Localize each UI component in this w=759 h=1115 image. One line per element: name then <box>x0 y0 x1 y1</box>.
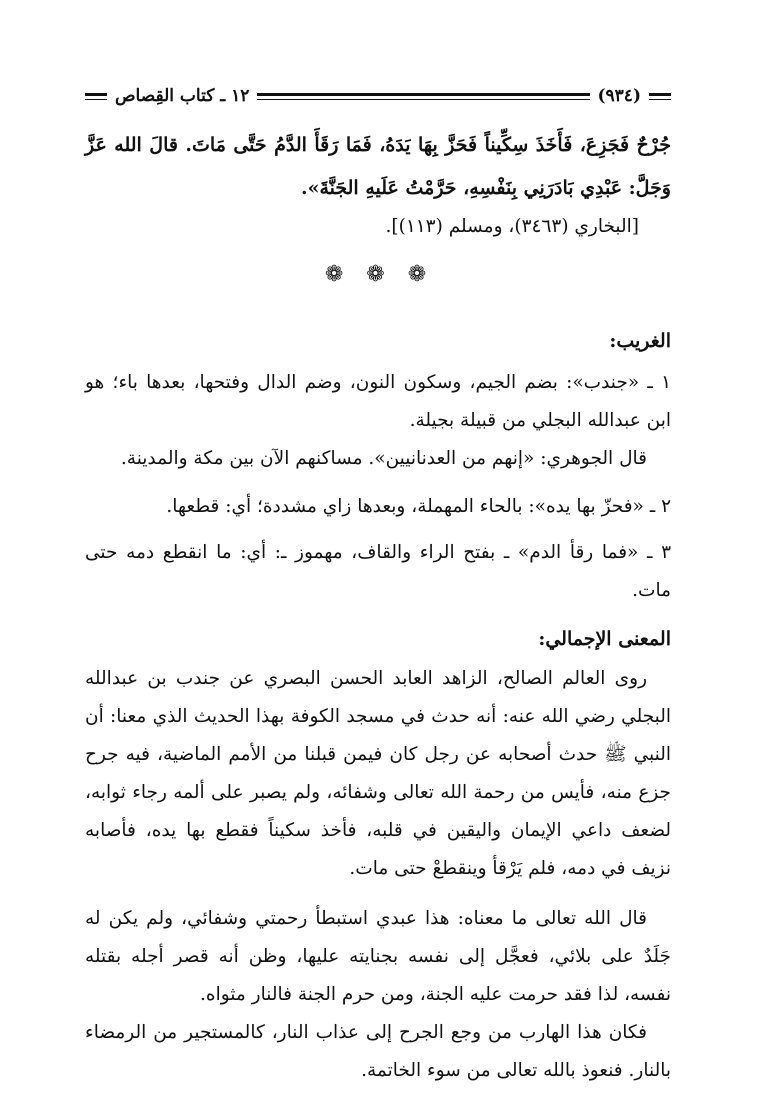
gharib-heading: الغريب: <box>609 330 671 352</box>
gharib-item-1-quote: قال الجوهري: «إنهم من العدنانيين». مساكنهم الآن بين مكة والمدينة. <box>120 448 647 469</box>
meaning-paragraph-1: روى العالم الصالح، الزاهد العابد الحسن البصري عن جندب بن عبدالله البجلي رضي الله عنه: أنه حدث في مسجد الكوفة بهذا الحديث الذي معنا: أن النبي ﷺ حدث أصحابه عن رجل كان فيمن قبلنا من الأمم الماضية، فيه جرح جزع منه، فأيس من رحمة الله تعالى وشفائه، ولم يصبر على ألمه رجاء ثوابه، لضعف داعي الإيمان واليقين في قلبه، فأخذ سكيناً فقطع بها يده، فأصابه نزيف في دمه، فلم يَرْقأ وينقطعْ حتى مات. <box>85 668 671 879</box>
meaning-paragraph-2: قال الله تعالى ما معناه: هذا عبدي استبطأ رحمتي وشفائي، ولم يكن له جَلَدٌ على بلائي، فعجَّل إلى نفسه بجنايته عليها، وظن أنه قصر أجله بقتله نفسه، لذا فقد حرمت عليه الجنة، ومن حرم الجنة فالنار مثواه. <box>85 908 671 1005</box>
gharib-item-3: ٣ ـ «فما رقأ الدم» ـ بفتح الراء والقاف، مهموز ـ: أي: ما انقطع دمه حتى مات. <box>85 542 671 601</box>
header-rule-middle <box>257 93 589 100</box>
hadith-text: جُرْحٌ فَجَزِعَ، فَأَخَذَ سِكِّيناً فَحَزَّ بِهَا يَدَهُ، فَمَا رَقَأَ الدَّمُ حَتَّى مَاتَ. قالَ الله عَزَّ وَجَلَّ: عَبْدِي بَادَرَنِي بِنَفْسِهِ، حَرَّمْتُ عَلَيهِ الجَنَّةَ». <box>85 134 671 199</box>
section-separator: ❁ ❁ ❁ <box>324 262 435 287</box>
header-rule-left <box>85 93 107 100</box>
gharib-item-2: ٢ ـ «فحزّ بها يده»: بالحاء المهملة، وبعدها زاي مشددة؛ أي: قطعها. <box>166 496 671 517</box>
running-header <box>85 84 671 108</box>
book-title: ١٢ ـ كتاب القِصاص <box>115 86 250 106</box>
header-rule-right <box>649 93 671 100</box>
meaning-paragraph-3: فكان هذا الهارب من وجع الجرح إلى عذاب النار، كالمستجير من الرمضاء بالنار. فنعوذ بالله تعالى من سوء الخاتمة. <box>85 1022 671 1081</box>
meaning-heading: المعنى الإجمالي: <box>538 628 671 650</box>
page-number: (٩٣٤) <box>597 86 641 106</box>
hadith-reference: [البخاري (٣٤٦٣)، ومسلم (١١٣)]. <box>385 216 639 237</box>
gharib-item-1: ١ ـ «جندب»: بضم الجيم، وسكون النون، وضم الدال وفتحها، بعدها باء؛ هو ابن عبدالله البجلي من قبيلة بجيلة. <box>85 372 671 431</box>
